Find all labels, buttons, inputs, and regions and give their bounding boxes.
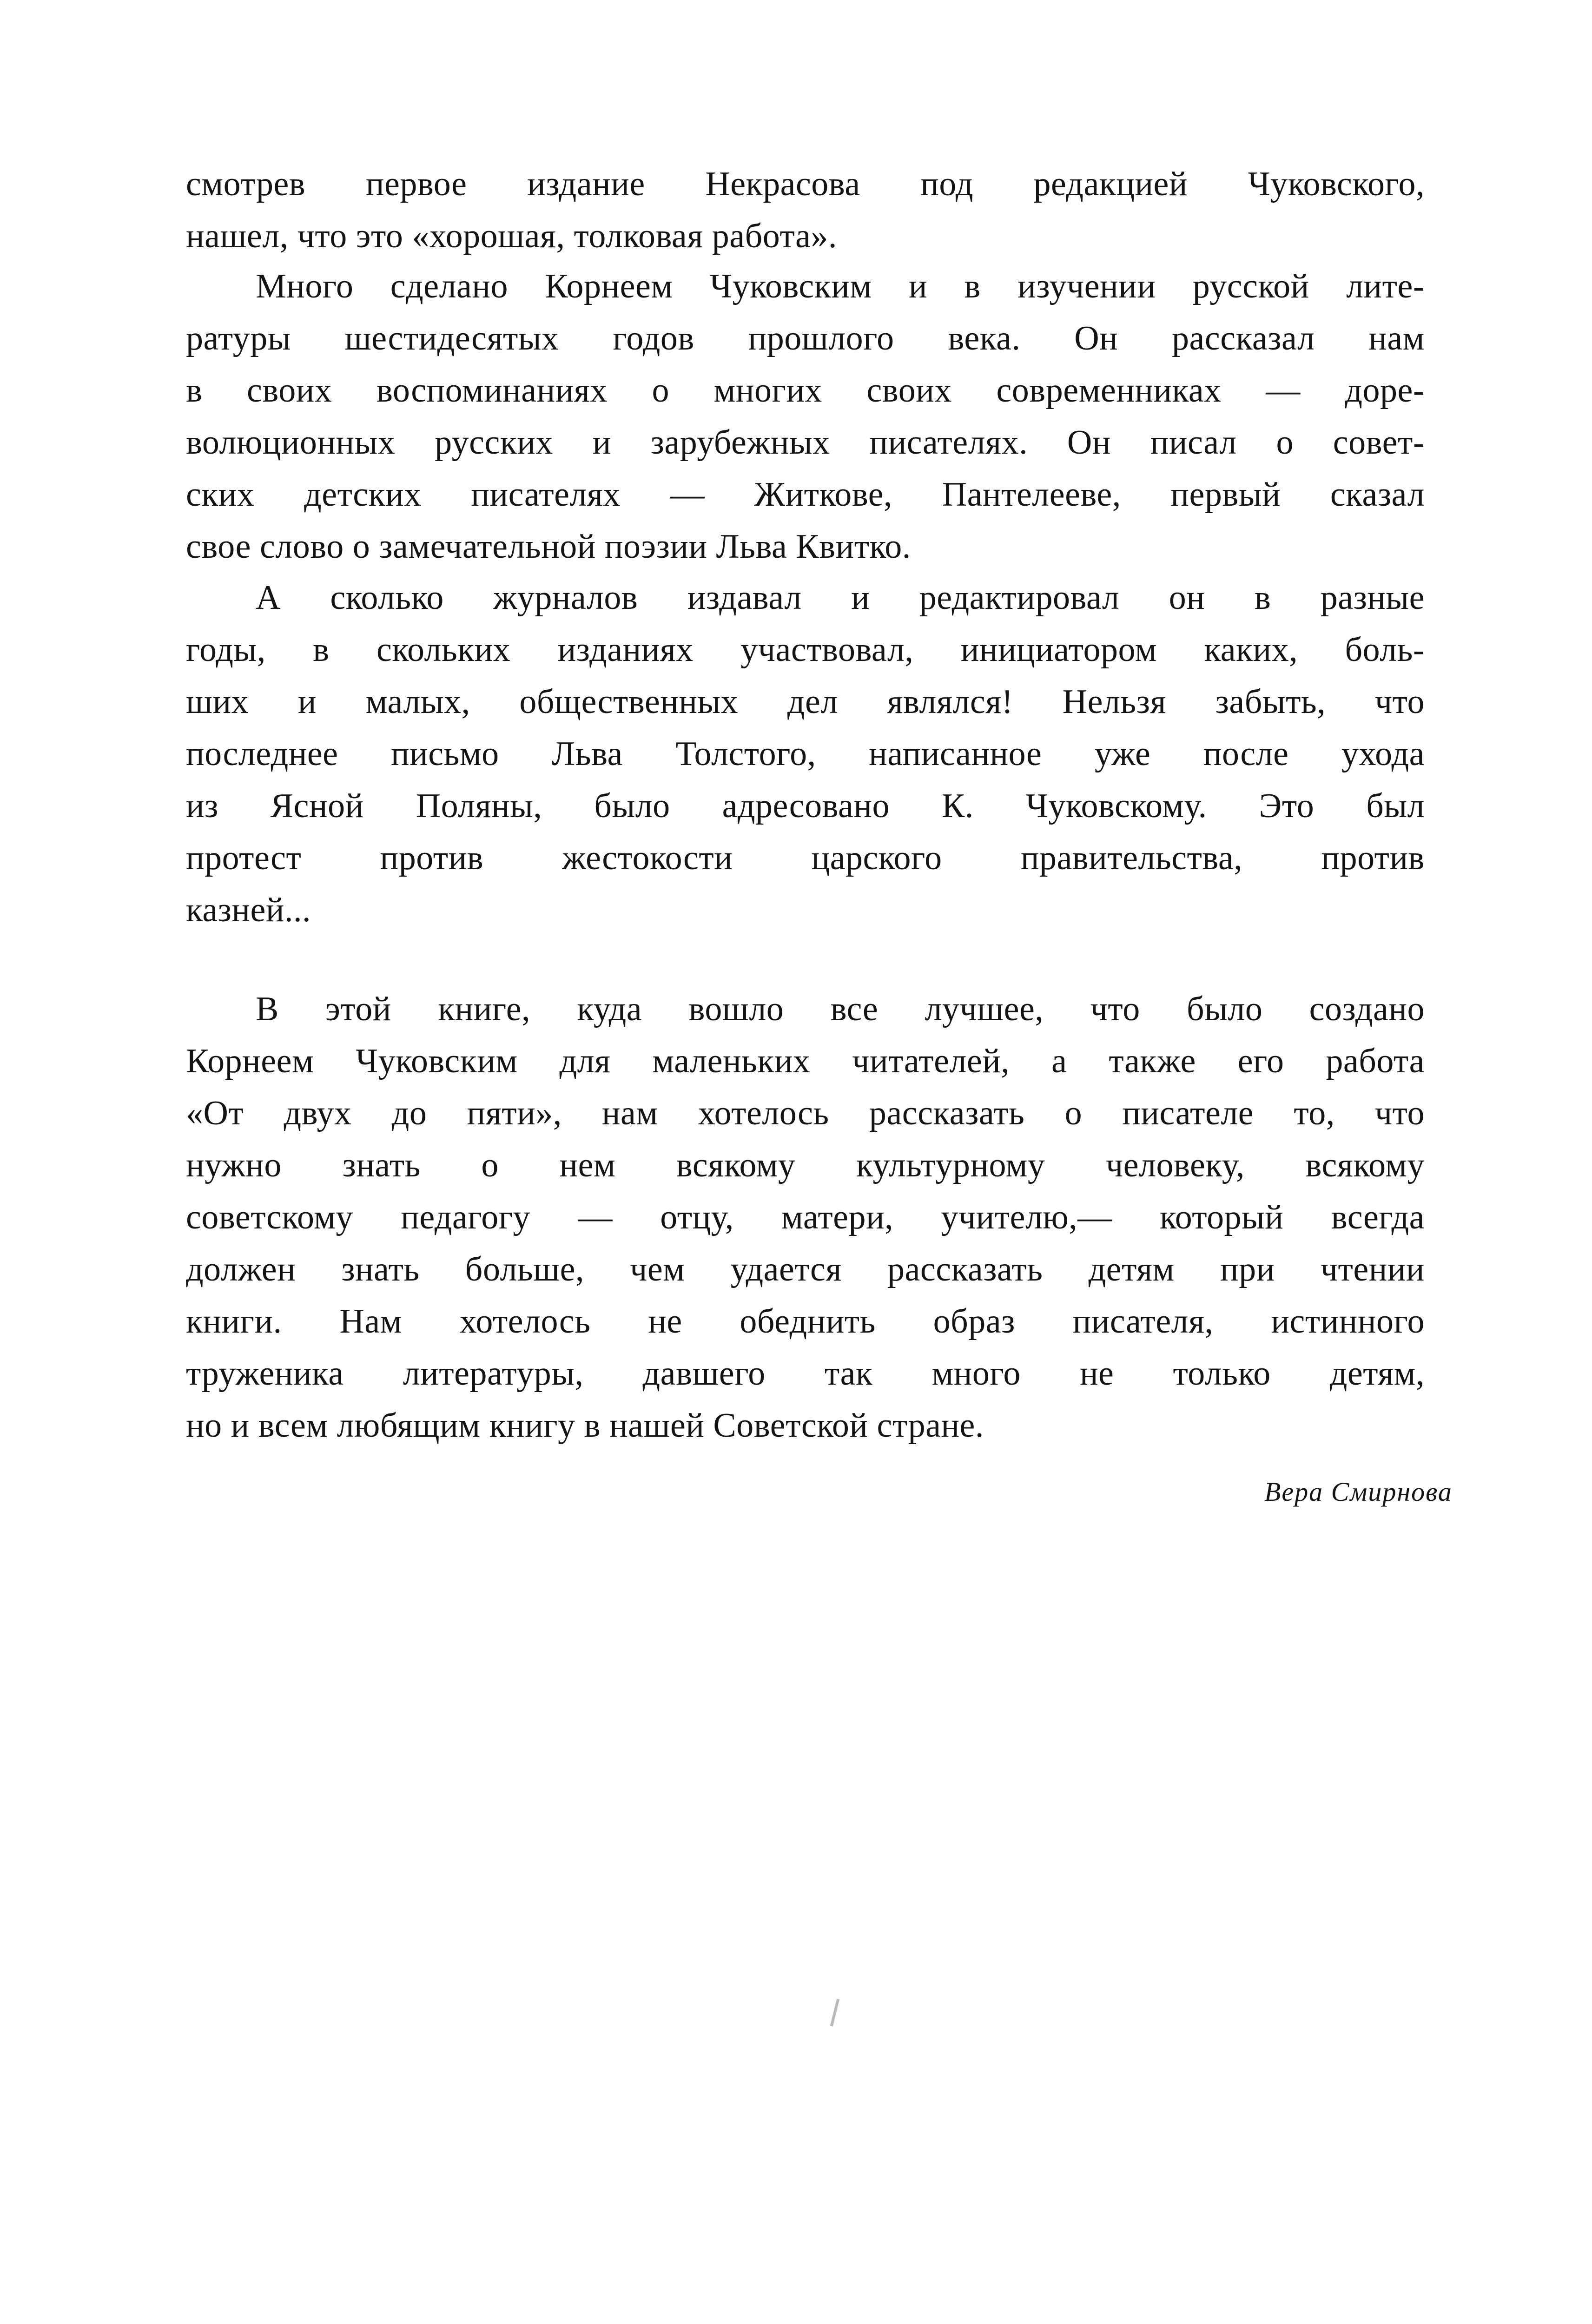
paragraph-2 [186, 260, 1425, 573]
paragraph-1 [186, 158, 1425, 262]
text-line: ских детских писателях — Житкове, Пантелееве, первый сказал [186, 475, 1425, 514]
text-line: казней... [186, 891, 311, 929]
text-line: свое слово о замечательной поэзии Льва Квитко. [186, 528, 911, 566]
text-line: но и всем любящим книгу в нашей Советской стране. [186, 1406, 984, 1445]
text-line: последнее письмо Льва Толстого, написанное уже после ухода [186, 735, 1425, 773]
text-line: В этой книге, куда вошло все лучшее, что было создано [256, 990, 1425, 1028]
text-line: труженика литературы, давшего так много не только детям, [186, 1354, 1425, 1393]
text-line: ших и малых, общественных дел являлся! Нельзя забыть, что [186, 683, 1425, 721]
text-line: годы, в скольких изданиях участвовал, инициатором каких, боль- [186, 631, 1425, 669]
text-line: волюционных русских и зарубежных писателях. Он писал о совет- [186, 423, 1425, 462]
text-line: нужно знать о нем всякому культурному человеку, всякому [186, 1146, 1425, 1184]
text-line: из Ясной Поляны, было адресовано К. Чуковскому. Это был [186, 787, 1425, 825]
text-line: ратуры шестидесятых годов прошлого века. Он рассказал нам [186, 319, 1425, 357]
text-line: должен знать больше, чем удается рассказать детям при чтении [186, 1250, 1425, 1288]
author-signature: Вера Смирнова [1264, 1477, 1453, 1507]
text-line: «От двух до пяти», нам хотелось рассказать о писателе то, что [186, 1094, 1425, 1132]
text-line: Много сделано Корнеем Чуковским и в изучении русской лите- [256, 267, 1425, 305]
text-line: советскому педагогу — отцу, матери, учителю,— который всегда [186, 1198, 1425, 1236]
text-line: в своих воспоминаниях о многих своих современниках — доре- [186, 371, 1425, 409]
paragraph-4 [186, 983, 1425, 1452]
text-line: протест против жестокости царского правительства, против [186, 839, 1425, 877]
paragraph-3 [186, 572, 1425, 936]
text-line: А сколько журналов издавал и редактировал он в разные [256, 579, 1425, 617]
text-line: Корнеем Чуковским для маленьких читателей, а также его работа [186, 1042, 1425, 1080]
print-artifact-mark [830, 1999, 839, 2027]
text-line: книги. Нам хотелось не обеднить образ писателя, истинного [186, 1302, 1425, 1340]
text-line: нашел, что это «хорошая, толковая работа». [186, 217, 837, 255]
text-line: смотрев первое издание Некрасова под редакцией Чуковского, [186, 165, 1425, 203]
